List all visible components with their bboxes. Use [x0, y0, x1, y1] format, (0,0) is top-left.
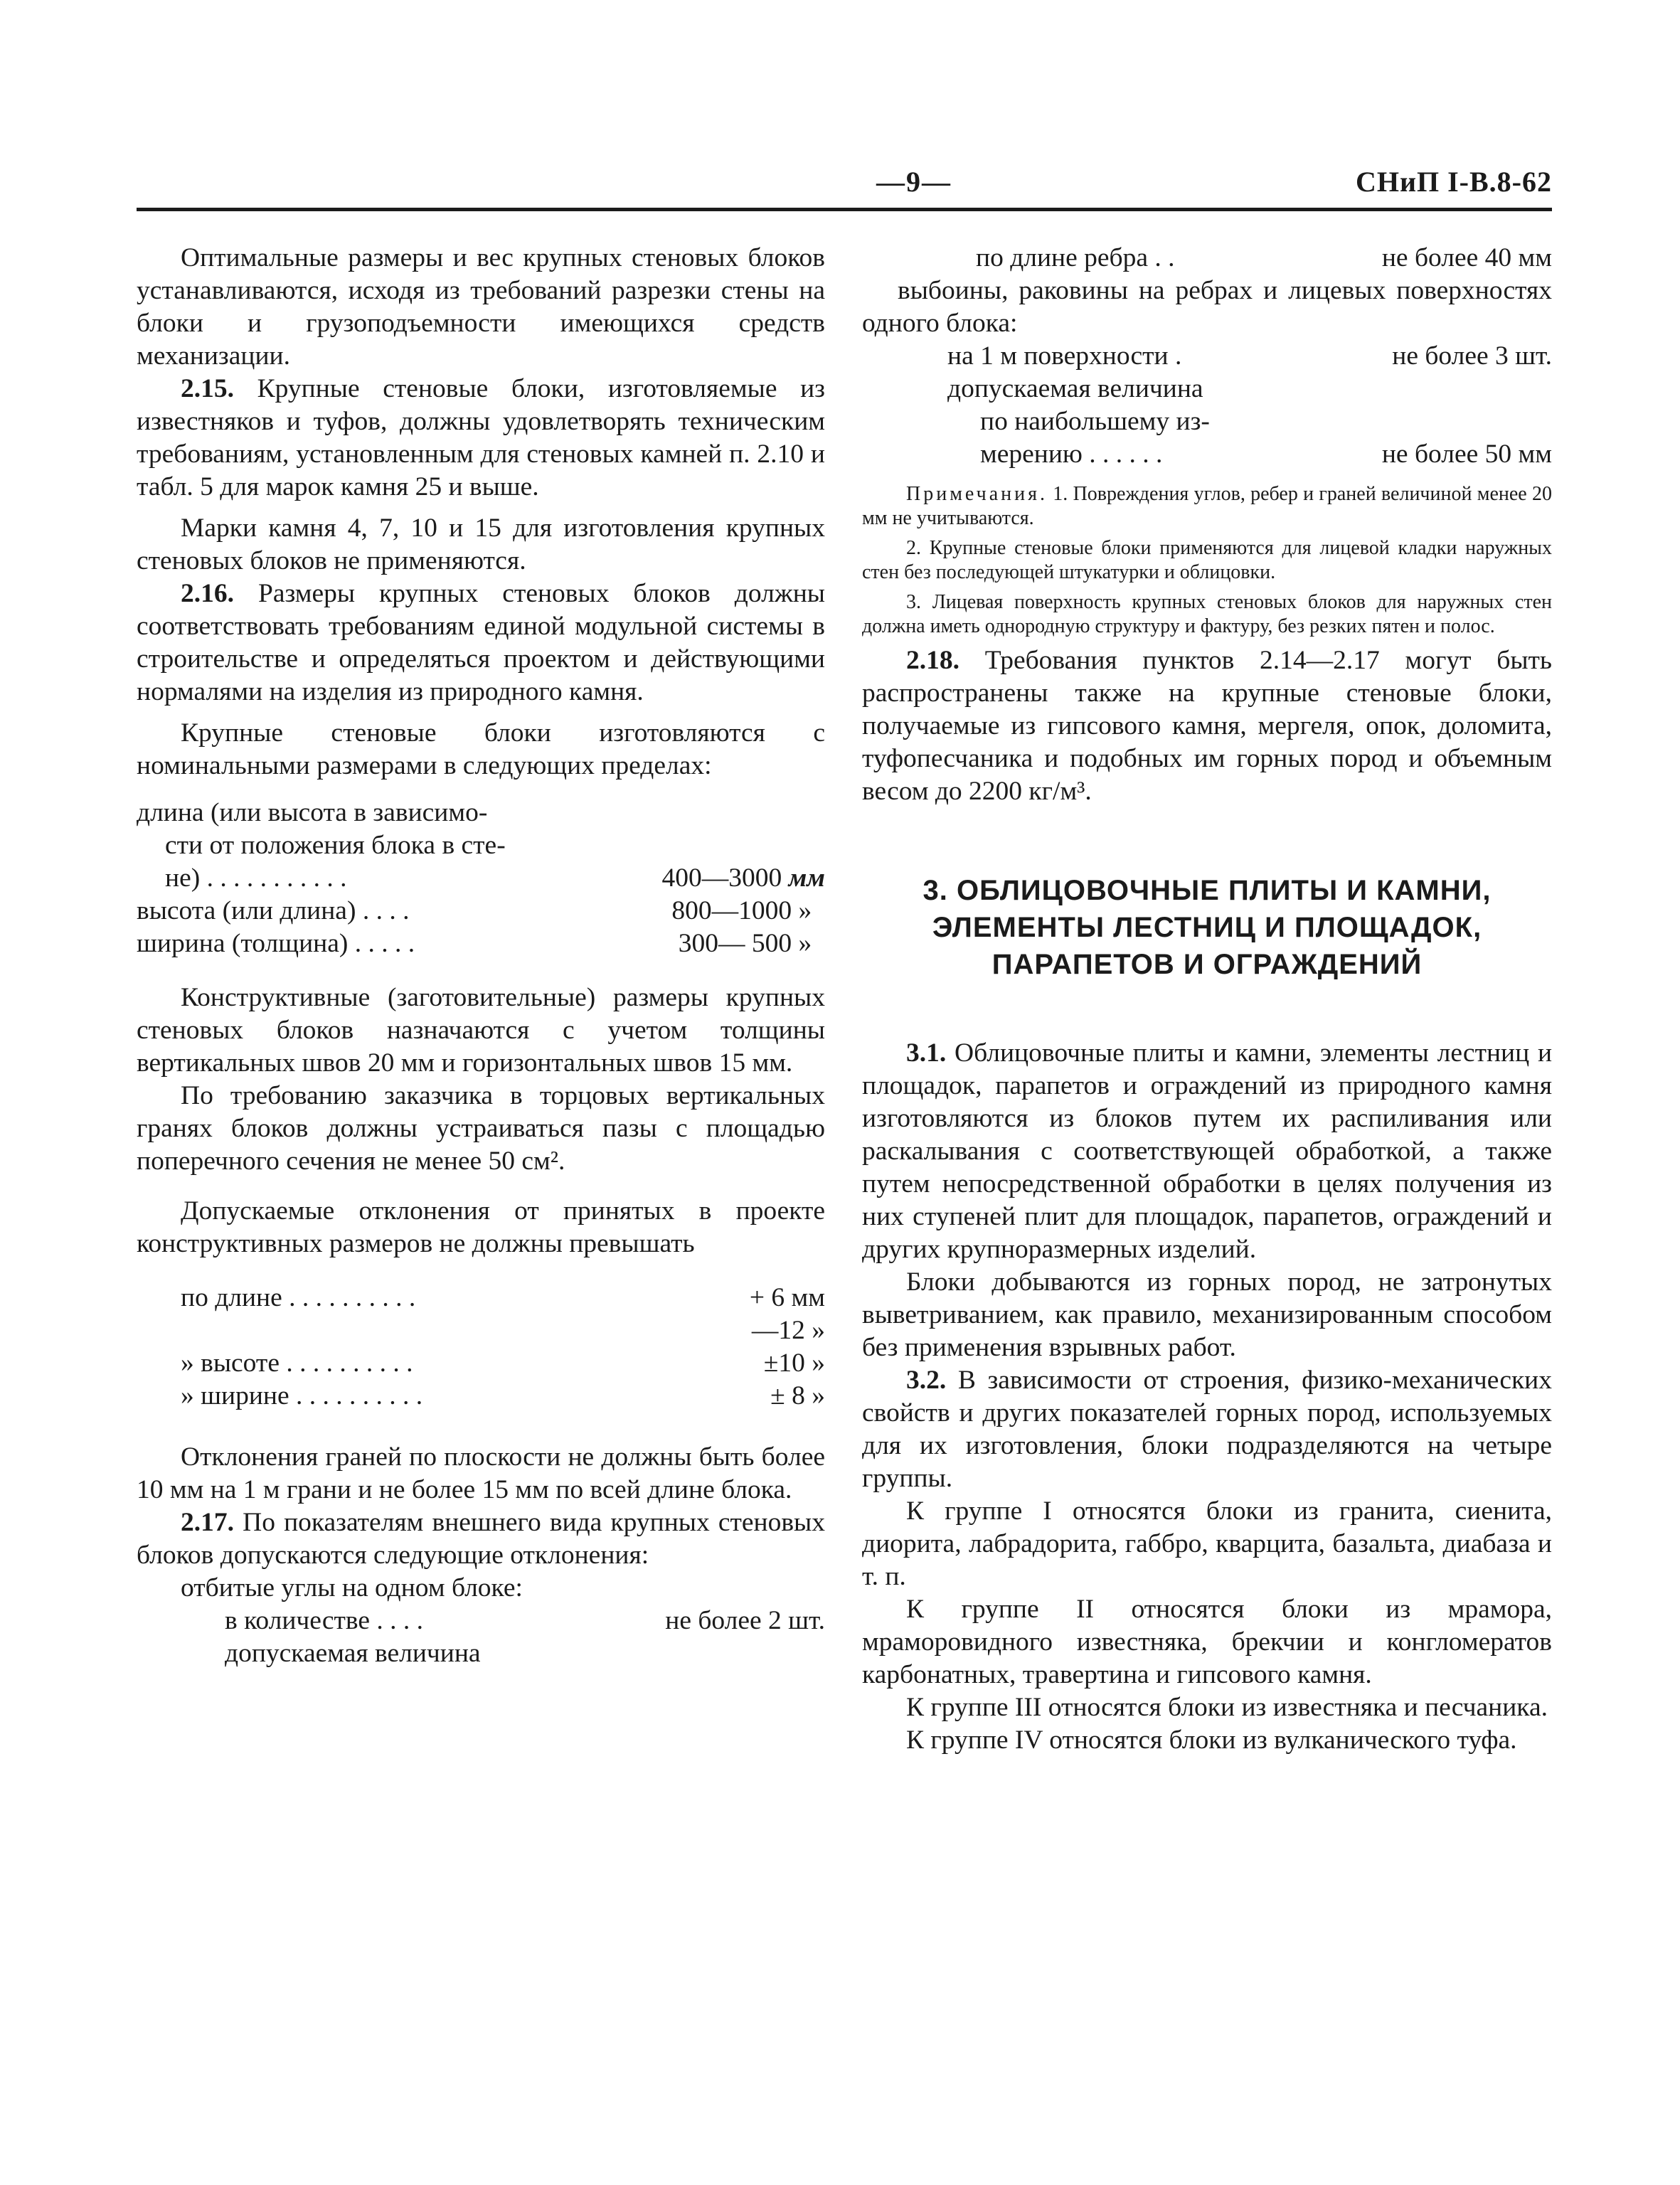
paragraph-group-3: К группе III относятся блоки из известняка и песчаника. — [906, 1693, 1548, 1722]
dim-length-row — [137, 862, 825, 895]
paragraph-group-1: К группе I относятся блоки из гранита, сиенита, диорита, лабрадорита, габбро, кварцита, базальта, диабаза и т. п. — [862, 1496, 1552, 1591]
clause-text: Требования пунктов 2.14—2.17 могут быть распространены также на крупные стеновые блоки, получаемые из гипсового камня, мергеля, опок, доломита, туфопесчаника и подобных им горных пород и объемным весом до 2200 кг/м³. — [862, 646, 1553, 806]
dim-height-label: высота (или длина) . . . . — [137, 896, 410, 925]
dim-width-value: 300— 500 » — [678, 929, 812, 958]
clause-text: По показателям внешнего вида крупных стеновых блоков допускаются следующие отклонения: — [137, 1508, 825, 1570]
tolerance-width-label: » ширине . . . . . . . . . . — [181, 1381, 423, 1410]
clause-text: Крупные стеновые блоки, изготовляемые из известняков и туфов, должны удовлетворять техническим требованиям, установленным для стеновых камней п. 2.10 и табл. 5 для марок камня 25 и выше. — [137, 374, 825, 501]
paragraph-3-1 — [862, 1037, 1552, 1266]
edge-length-row — [862, 242, 1552, 275]
dim-width-label: ширина (толщина) . . . . . — [137, 929, 415, 958]
clause-number: 2.15. — [181, 374, 234, 403]
clause-number: 3.2. — [906, 1366, 947, 1395]
dim-height-value: 800—1000 » — [671, 896, 812, 925]
dents-count-value: не более 3 шт. — [1392, 341, 1552, 371]
dents-max-value: не более 50 мм — [1381, 440, 1552, 469]
dim-height-row — [137, 895, 825, 927]
paragraph-2-16 — [137, 578, 825, 708]
paragraph-deviations: Допускаемые отклонения от принятых в проекте конструктивных размеров не должны превышать — [137, 1196, 825, 1258]
header-rule — [137, 208, 1552, 211]
edge-length-value: не более 40 мм — [1381, 243, 1552, 272]
clause-text: Размеры крупных стеновых блоков должны соответствовать требованиям единой модульной системы в строительстве и определяться проектом и действующими нормалями на изделия из природного камня. — [137, 579, 825, 706]
paragraph-grooves: По требованию заказчика в торцовых вертикальных гранях блоков должны устраиваться пазы с площадью поперечного сечения не менее 50 см². — [137, 1081, 825, 1176]
notes-label: Примечания. — [906, 483, 1048, 505]
dim-length-line1: длина (или высота в зависимо- — [137, 798, 488, 827]
note-1: Примечания. 1. Повреждения углов, ребер и граней величиной менее 20 мм не учитываются. — [862, 483, 1552, 529]
clause-text: Облицовочные плиты и камни, элементы лестниц и площадок, парапетов и ограждений из природного камня изготовляются из блоков путем их распиливания или раскалывания с соответствующей обработкой, а также путем непосредственной обработки в целях получения из них ступеней плит для площадок, парапетов, ограждений и других крупноразмерных изделий. — [862, 1038, 1553, 1264]
dents-max-label: мерению . . . . . . — [980, 440, 1163, 469]
paragraph-2-17 — [137, 1506, 825, 1572]
clause-number: 3.1. — [906, 1038, 947, 1068]
tolerance-width-value: ± 8 » — [770, 1381, 825, 1410]
left-column — [137, 242, 825, 1670]
section-3-heading — [862, 872, 1552, 983]
tolerance-length-row — [137, 1282, 825, 1314]
page-number: —9— — [876, 166, 952, 198]
corners-allowed-size-label: допускаемая величина — [225, 1639, 481, 1668]
right-column — [862, 242, 1552, 1757]
note-2: 2. Крупные стеновые блоки применяются для лицевой кладки наружных стен без последующей штукатурки и облицовки. — [862, 537, 1552, 583]
corners-count-value: не более 2 шт. — [665, 1606, 825, 1635]
paragraph-2-15 — [137, 373, 825, 504]
dim-length-line2: сти от положения блока в сте- — [165, 831, 506, 860]
paragraph-construction-sizes: Конструктивные (заготовительные) размеры крупных стеновых блоков назначаются с учетом толщины вертикальных швов 20 мм и горизонтальных швов 15 мм. — [137, 983, 825, 1078]
paragraph-2-18 — [862, 644, 1552, 808]
dents-count-label: на 1 м поверхности . — [947, 341, 1182, 371]
document-code: СНиП I-В.8-62 — [1355, 166, 1552, 198]
tolerance-height-label: » высоте . . . . . . . . . . — [181, 1349, 413, 1378]
clause-number: 2.16. — [181, 579, 234, 608]
clause-text: В зависимости от строения, физико-механических свойств и других показателей горных пород, используемых для их изготовления, блоки подразделяются на четыре группы. — [862, 1366, 1552, 1493]
section-heading-line: 3. ОБЛИЦОВОЧНЫЕ ПЛИТЫ И КАМНИ, — [923, 875, 1492, 906]
dim-width-row — [137, 927, 825, 960]
tolerances-list — [137, 1282, 825, 1413]
paragraph-optimal-sizes: Оптимальные размеры и вес крупных стеновых блоков устанавливаются, исходя из требований разрезки стены на блоки и грузоподъемности имеющихся средств механизации. — [137, 243, 825, 371]
paragraph-stone-grades: Марки камня 4, 7, 10 и 15 для изготовления крупных стеновых блоков не применяются. — [137, 514, 825, 575]
dents-max-row — [862, 438, 1552, 471]
tolerance-height-row — [137, 1347, 825, 1380]
clause-number: 2.17. — [181, 1508, 234, 1537]
corners-count-label: в количестве . . . . — [225, 1606, 424, 1635]
tolerance-length-minus-value: —12 » — [751, 1316, 825, 1345]
notes-block — [862, 482, 1552, 639]
note-3: 3. Лицевая поверхность крупных стеновых блоков для наружных стен должна иметь однородную структуру и фактуру, без резких пятен и полос. — [862, 591, 1552, 637]
paragraph-dents: выбоины, раковины на ребрах и лицевых поверхностях одного блока: — [862, 276, 1552, 338]
paragraph-face-deviations: Отклонения граней по плоскости не должны быть более 10 мм на 1 м грани и не более 15 мм по всей длине блока. — [137, 1442, 825, 1504]
paragraph-blocks-mining: Блоки добываются из горных пород, не затронутых выветриванием, как правило, механизированным способом без применения взрывных работ. — [862, 1267, 1552, 1362]
paragraph-nominal-sizes: Крупные стеновые блоки изготовляются с номинальными размерами в следующих пределах: — [137, 718, 825, 780]
edge-length-label: по длине ребра . . — [976, 243, 1175, 272]
section-heading-line: ПАРАПЕТОВ И ОГРАЖДЕНИЙ — [991, 949, 1423, 980]
paragraph-group-2: К группе II относятся блоки из мрамора, мраморовидного известняка, брекчии и конгломератов карбонатных, травертина и гипсового камня. — [862, 1595, 1552, 1689]
paragraph-3-2 — [862, 1364, 1552, 1495]
dents-max-dimension-label: по наибольшему из- — [980, 407, 1210, 436]
dents-count-row — [862, 340, 1552, 373]
dimensions-list — [137, 797, 825, 960]
tolerance-height-value: ±10 » — [763, 1349, 825, 1378]
paragraph-group-4: К группе IV относятся блоки из вулканического туфа. — [906, 1726, 1517, 1755]
corners-count-row — [137, 1605, 825, 1637]
page-header — [137, 165, 1552, 208]
paragraph-broken-corners: отбитые углы на одном блоке: — [181, 1573, 523, 1602]
tolerance-width-row — [137, 1380, 825, 1413]
tolerance-length-label: по длине . . . . . . . . . . — [181, 1283, 416, 1312]
dim-length-value: 400—3000 мм — [661, 863, 825, 893]
dim-length-label: не) . . . . . . . . . . . — [165, 863, 347, 893]
tolerance-length-value: + 6 мм — [749, 1283, 825, 1312]
clause-number: 2.18. — [906, 646, 959, 675]
dents-allowed-size-label: допускаемая величина — [947, 374, 1203, 403]
tolerance-length-minus-row — [137, 1314, 825, 1347]
section-heading-line: ЭЛЕМЕНТЫ ЛЕСТНИЦ И ПЛОЩАДОК, — [932, 912, 1482, 943]
